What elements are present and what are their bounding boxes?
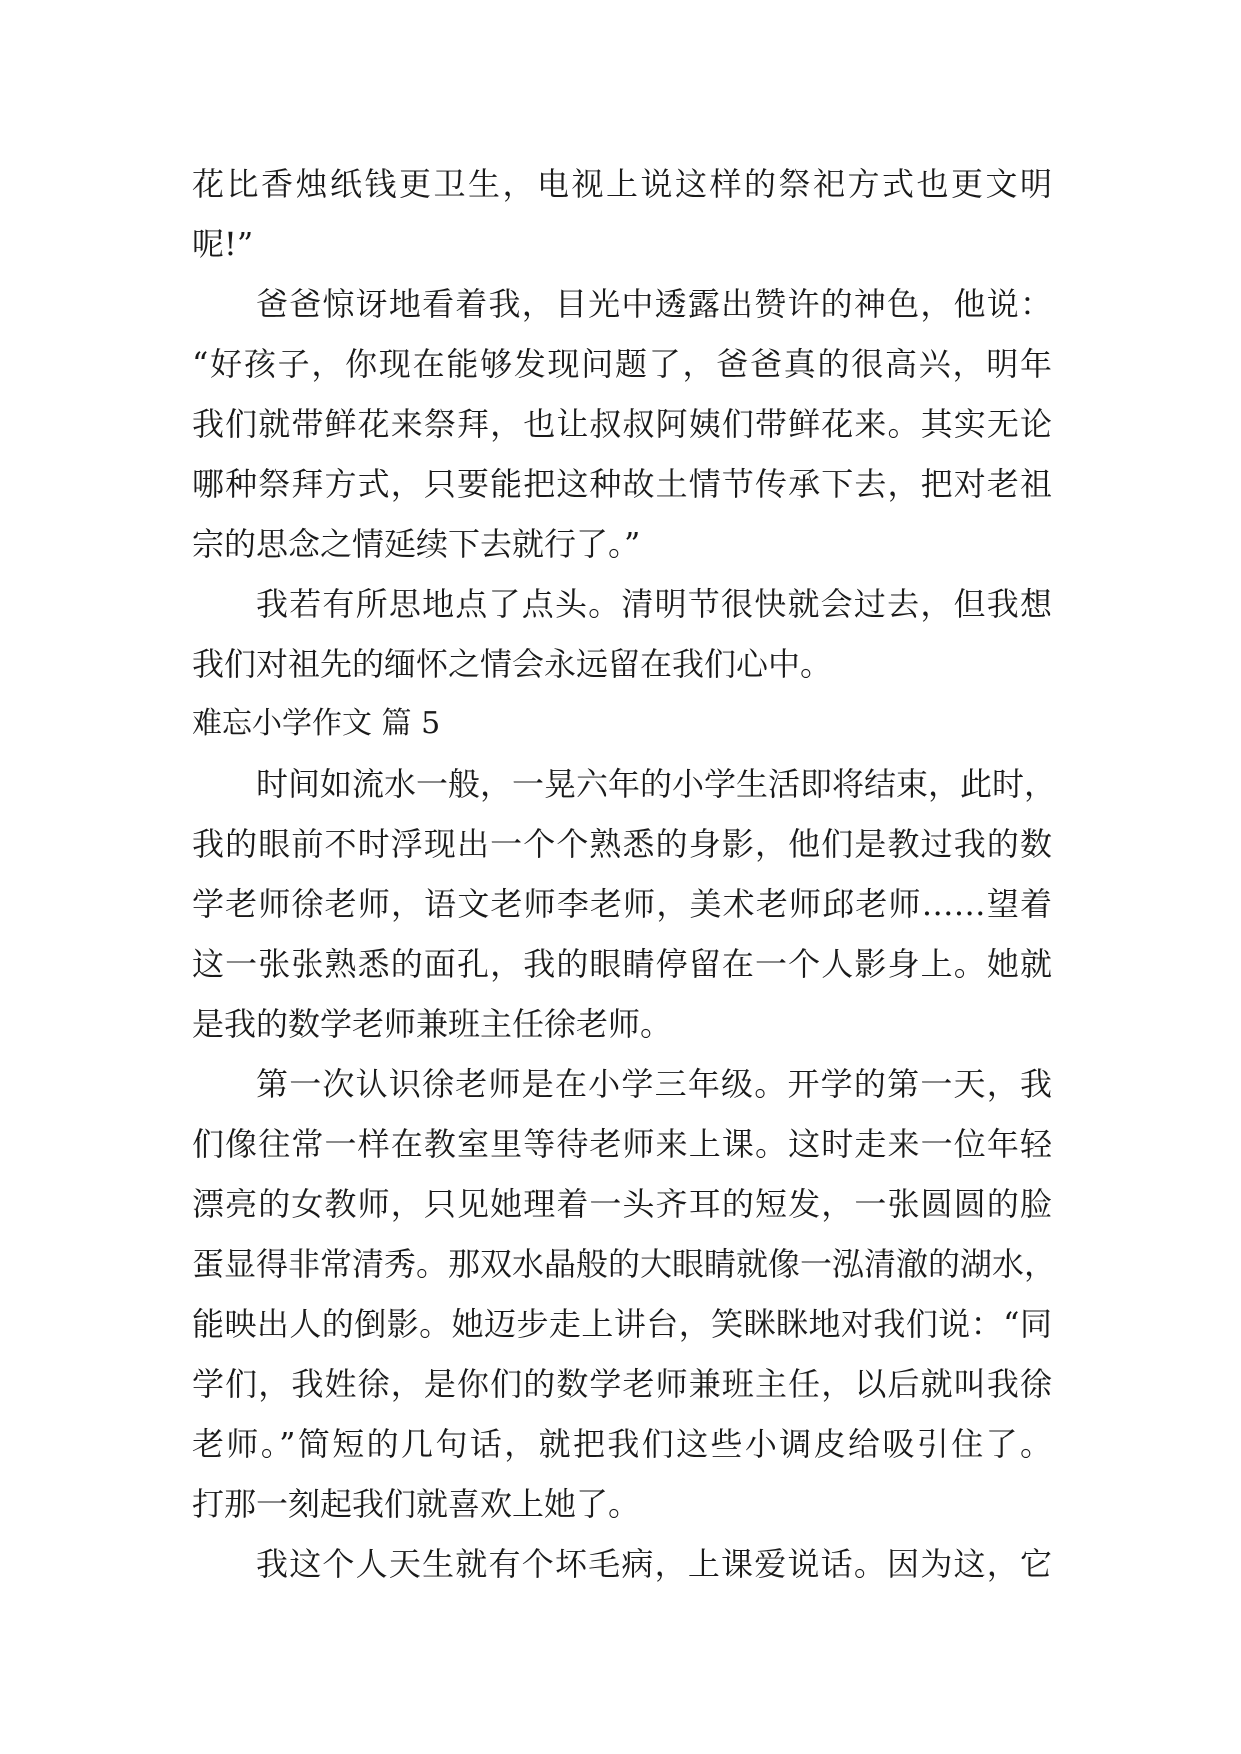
text-line: 是我的数学老师兼班主任徐老师。 bbox=[192, 1005, 673, 1043]
essay-text bbox=[192, 154, 1057, 1594]
text-line: 我们就带鲜花来祭拜，也让叔叔阿姨们带鲜花来。其实无论 bbox=[192, 405, 1052, 443]
text-line: 爸爸惊讶地看着我，目光中透露出赞许的神色，他说： bbox=[256, 285, 1052, 323]
text-line: 我们对祖先的缅怀之情会永远留在我们心中。 bbox=[192, 645, 833, 683]
text-line: 时间如流水一般，一晃六年的小学生活即将结束，此时， bbox=[256, 765, 1057, 803]
text-line: 我的眼前不时浮现出一个个熟悉的身影，他们是教过我的数 bbox=[192, 825, 1052, 863]
section-heading: 难忘小学作文 篇 5 bbox=[192, 706, 441, 741]
text-line: 学们，我姓徐，是你们的数学老师兼班主任，以后就叫我徐 bbox=[192, 1365, 1052, 1403]
text-line: 学老师徐老师，语文老师李老师，美术老师邱老师……望着 bbox=[192, 885, 1052, 923]
text-line: 打那一刻起我们就喜欢上她了。 bbox=[192, 1485, 641, 1523]
text-line: 们像往常一样在教室里等待老师来上课。这时走来一位年轻 bbox=[192, 1125, 1052, 1163]
text-line: 第一次认识徐老师是在小学三年级。开学的第一天，我 bbox=[256, 1065, 1052, 1103]
text-line: 老师。”简短的几句话，就把我们这些小调皮给吸引住了。 bbox=[192, 1425, 1052, 1463]
text-line: 蛋显得非常清秀。那双水晶般的大眼睛就像一泓清澈的湖水， bbox=[192, 1245, 1057, 1283]
text-line: 哪种祭拜方式，只要能把这种故土情节传承下去，把对老祖 bbox=[192, 465, 1052, 503]
text-line: 花比香烛纸钱更卫生，电视上说这样的祭祀方式也更文明 bbox=[192, 165, 1052, 203]
text-line: 我若有所思地点了点头。清明节很快就会过去，但我想 bbox=[256, 585, 1052, 623]
text-line: 这一张张熟悉的面孔，我的眼睛停留在一个人影身上。她就 bbox=[192, 945, 1052, 983]
text-line: 呢!” bbox=[192, 225, 254, 263]
text-line: “好孩子，你现在能够发现问题了，爸爸真的很高兴，明年 bbox=[192, 345, 1052, 383]
text-line: 能映出人的倒影。她迈步走上讲台，笑眯眯地对我们说：“同 bbox=[192, 1305, 1052, 1343]
text-line: 漂亮的女教师，只见她理着一头齐耳的短发，一张圆圆的脸 bbox=[192, 1185, 1052, 1223]
text-line: 我这个人天生就有个坏毛病，上课爱说话。因为这，它 bbox=[256, 1545, 1052, 1583]
text-line: 宗的思念之情延续下去就行了。” bbox=[192, 525, 641, 563]
